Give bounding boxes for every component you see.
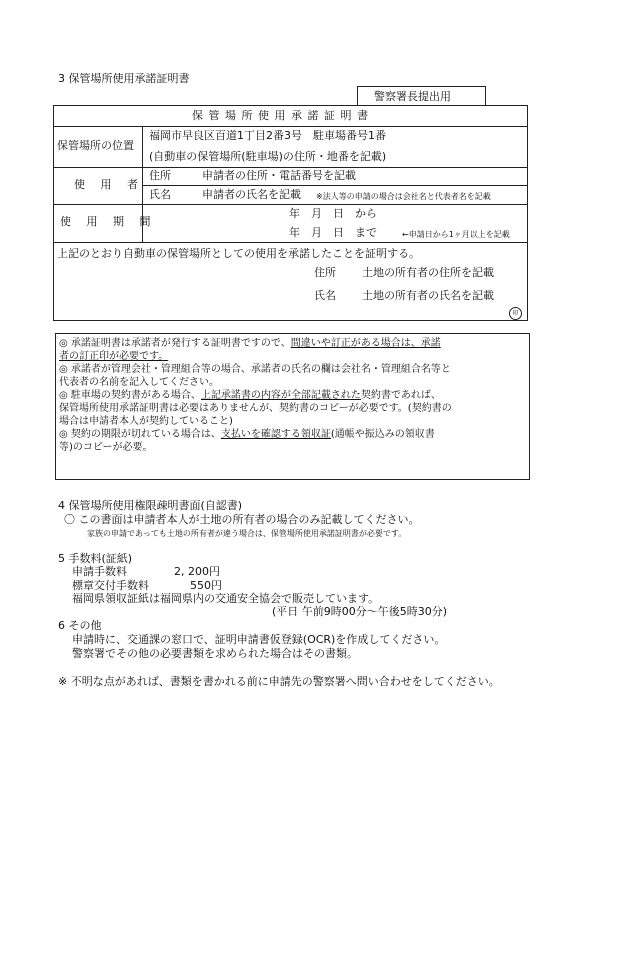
section6-line1: 申請時に、交通課の窓口で、証明申請書仮登録(OCR)を作成してください。: [72, 633, 446, 646]
submission-tab: [357, 86, 486, 106]
user-address-key: 住所: [149, 169, 171, 182]
column-divider: [142, 126, 143, 242]
divider: [54, 204, 527, 205]
section3-heading: 3 保管場所使用承諾証明書: [58, 72, 190, 85]
location-note: (自動車の保管場所(駐車場)の住所・地番を記載): [149, 150, 387, 163]
note-2-cont: 代表者の名前を記入してください。: [59, 377, 219, 388]
user-name-key: 氏名: [149, 188, 171, 201]
note-3-cont-b: 場合は申請者本人が契約していること): [59, 416, 233, 427]
business-hours: (平日 午前9時00分～午後5時30分): [272, 605, 448, 618]
note-3-emphasis: 上記承諾書の内容が全部記載された: [200, 390, 361, 401]
note-4-emphasis: 支払いを確認する領収証: [220, 429, 331, 440]
fee2-value: 550円: [190, 579, 222, 592]
stamp-sale-text: 福岡県領収証紙は福岡県内の交通安全協会で販売しています。: [72, 592, 380, 605]
divider: [54, 167, 527, 168]
period-to: 年 月 日 まで: [289, 226, 377, 239]
fee2-label: 標章交付手数料: [72, 579, 149, 592]
note-3-text: ◎ 駐車場の契約書がある場合、: [59, 390, 201, 401]
note-3-cont: 保管場所使用承諾証明書は必要はありませんが、契約書のコピーが必要です。(契約書の: [59, 403, 452, 414]
certify-text: 上記のとおり自動車の保管場所としての使用を承諾したことを証明する。: [57, 247, 420, 260]
note-1: [59, 337, 441, 350]
submission-tab-label: 警察署長提出用: [374, 90, 451, 103]
note-3: [59, 389, 441, 402]
section4-line2: 家族の申請であっても土地の所有者が違う場合は、保管場所使用承諾証明書が必要です。: [87, 529, 407, 538]
period-from: 年 月 日 から: [289, 207, 377, 220]
fee1-value: 2, 200円: [174, 565, 220, 578]
period-note: ←申請日から1ヶ月以上を記載: [402, 230, 510, 239]
user-label: 使 用 者: [74, 178, 144, 191]
note-4: [59, 428, 435, 441]
note-3-text-b: 契約書であれば、: [360, 390, 441, 401]
note-1-cont: 者の訂正印が必要です。: [59, 351, 169, 362]
footer-note: ※ 不明な点があれば、書類を書かれる前に申請先の警察署へ問い合わせをしてください。: [58, 675, 500, 688]
note-1-emphasis: 間違いや訂正がある場合は、承諾: [290, 338, 441, 349]
note-4-text-b: (通帳や振込みの領収書: [330, 429, 435, 440]
owner-name-value: 土地の所有者の氏名を記載: [362, 289, 494, 302]
section6-line2: 警察署でその他の必要書類を求められた場合はその書類。: [72, 647, 358, 660]
section4-heading: 4 保管場所使用権限疎明書面(自認書): [58, 499, 243, 512]
form-title: 保 管 場 所 使 用 承 諾 証 明 書: [192, 109, 369, 122]
note-4-text: ◎ 契約の期限が切れている場合は、: [59, 429, 221, 440]
location-value: 福岡市早良区百道1丁目2番3号 駐車場番号1番: [149, 129, 386, 142]
note-4-cont: 等)のコピーが必要。: [59, 442, 153, 453]
note-2: ◎ 承諾者が管理会社・管理組合等の場合、承諾者の氏名の欄は会社名・管理組合名等と: [59, 364, 451, 375]
section5-heading: 5 手数料(証紙): [58, 552, 133, 565]
note-1-text: ◎ 承諾証明書は承諾者が発行する証明書ですので、: [59, 338, 291, 349]
divider: [54, 126, 527, 127]
owner-address-key: 住所: [314, 266, 336, 279]
owner-address-value: 土地の所有者の住所を記載: [362, 266, 494, 279]
seal-mark: 印: [509, 307, 522, 320]
period-label: 使 用 期 間: [60, 215, 157, 228]
section6-heading: 6 その他: [58, 619, 102, 632]
divider: [54, 242, 527, 243]
user-name-value: 申請者の氏名を記載: [202, 188, 301, 201]
section4-line1: 〇 この書面は申請者本人が土地の所有者の場合のみ記載してください。: [64, 513, 420, 526]
user-note: ※法人等の申請の場合は会社名と代表者名を記載: [316, 192, 491, 201]
user-address-value: 申請者の住所・電話番号を記載: [202, 169, 356, 182]
owner-name-key: 氏名: [314, 289, 336, 302]
notes-box: [55, 333, 530, 480]
certificate-form: [53, 105, 528, 321]
divider: [142, 185, 527, 186]
location-label: 保管場所の位置: [57, 139, 134, 152]
fee1-label: 申請手数料: [72, 565, 127, 578]
